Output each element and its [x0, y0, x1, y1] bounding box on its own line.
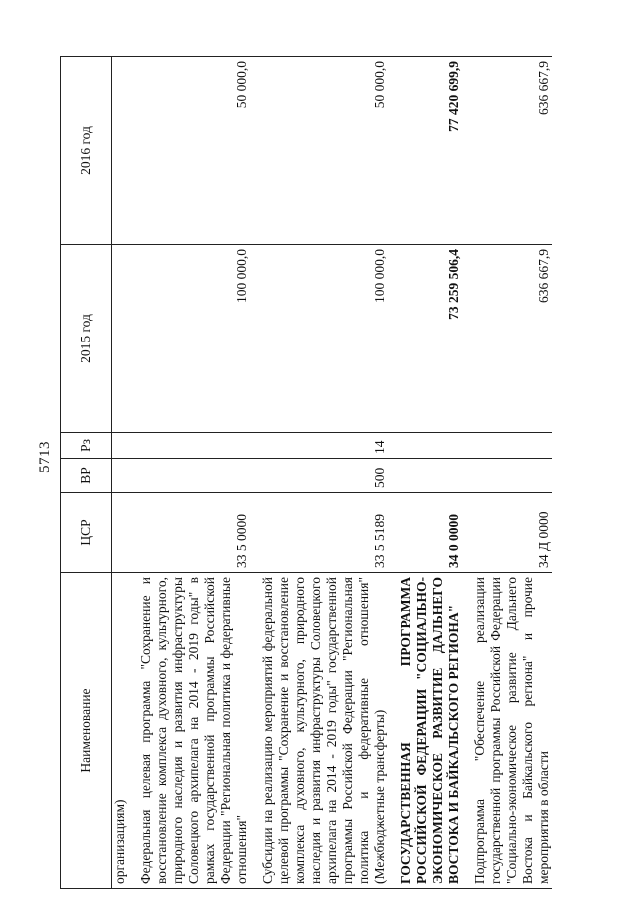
row-amount-2016: 77 420 699,9 [398, 57, 462, 245]
row-rz [472, 433, 552, 459]
page-number: 5713 [37, 441, 53, 473]
row-amount-2016: 50 000,0 [260, 57, 388, 245]
row-rz [112, 433, 129, 459]
row-amount-2016 [112, 57, 129, 245]
row-csr: 33 5 5189 [260, 493, 388, 573]
table-row [138, 57, 250, 889]
column-header-rz: Рз [61, 433, 112, 459]
table-row [398, 57, 462, 889]
row-amount-2015: 100 000,0 [138, 245, 250, 433]
row-csr: 34 Д 0000 [472, 493, 552, 573]
row-amount-2016: 636 667,9 [472, 57, 552, 245]
table-body [112, 57, 553, 889]
column-header-2015: 2015 год [61, 245, 112, 433]
row-csr [112, 493, 129, 573]
row-name: Федеральная целевая программа "Сохранение и восстановление комплекса духовного, культурного, природного наследия и развития инфраструктуры Соловецкого архипелага на 2014 - 2019 годы" в рамках государственной программы Российской Федерации "Региональная политика и федеративные отношения" [138, 573, 250, 889]
row-amount-2015 [112, 245, 129, 433]
row-rz [398, 433, 462, 459]
table-row [260, 57, 388, 889]
row-vr [112, 459, 129, 493]
row-vr [398, 459, 462, 493]
row-name: ГОСУДАРСТВЕННАЯ ПРОГРАММА РОССИЙСКОЙ ФЕДЕРАЦИИ "СОЦИАЛЬНО-ЭКОНОМИЧЕСКОЕ РАЗВИТИЕ ДАЛЬНЕГО ВОСТОКА И БАЙКАЛЬСКОГО РЕГИОНА" [398, 573, 462, 889]
row-amount-2015: 73 259 506,4 [398, 245, 462, 433]
column-header-name: Наименование [61, 573, 112, 889]
table-row [472, 57, 552, 889]
row-vr [472, 459, 552, 493]
row-csr: 33 5 0000 [138, 493, 250, 573]
column-header-csr: ЦСР [61, 493, 112, 573]
row-name: организациям) [112, 573, 129, 889]
table-header [61, 57, 112, 889]
row-vr [138, 459, 250, 493]
budget-table [60, 56, 552, 889]
row-name: Подпрограмма "Обеспечение реализации государственной программы Российской Федерации "Социально-экономическое развитие Дальнего Востока и Байкальского региона" и прочие мероприятия в области [472, 573, 552, 889]
row-amount-2015: 636 667,9 [472, 245, 552, 433]
row-rz: 14 [260, 433, 388, 459]
row-csr: 34 0 0000 [398, 493, 462, 573]
row-rz [138, 433, 250, 459]
row-amount-2015: 100 000,0 [260, 245, 388, 433]
row-name: Субсидии на реализацию мероприятий федеральной целевой программы "Сохранение и восстановление комплекса духовного, культурного, природного наследия и развития инфраструктуры Соловецкого архипелага на 2014 - 2019 годы" государственной программы Российской Федерации "Региональная политика и федеративные отношения" (Межбюджетные трансферты) [260, 573, 388, 889]
table-row [112, 57, 129, 889]
row-amount-2016: 50 000,0 [138, 57, 250, 245]
column-header-2016: 2016 год [61, 57, 112, 245]
row-vr: 500 [260, 459, 388, 493]
column-header-vr: ВР [61, 459, 112, 493]
